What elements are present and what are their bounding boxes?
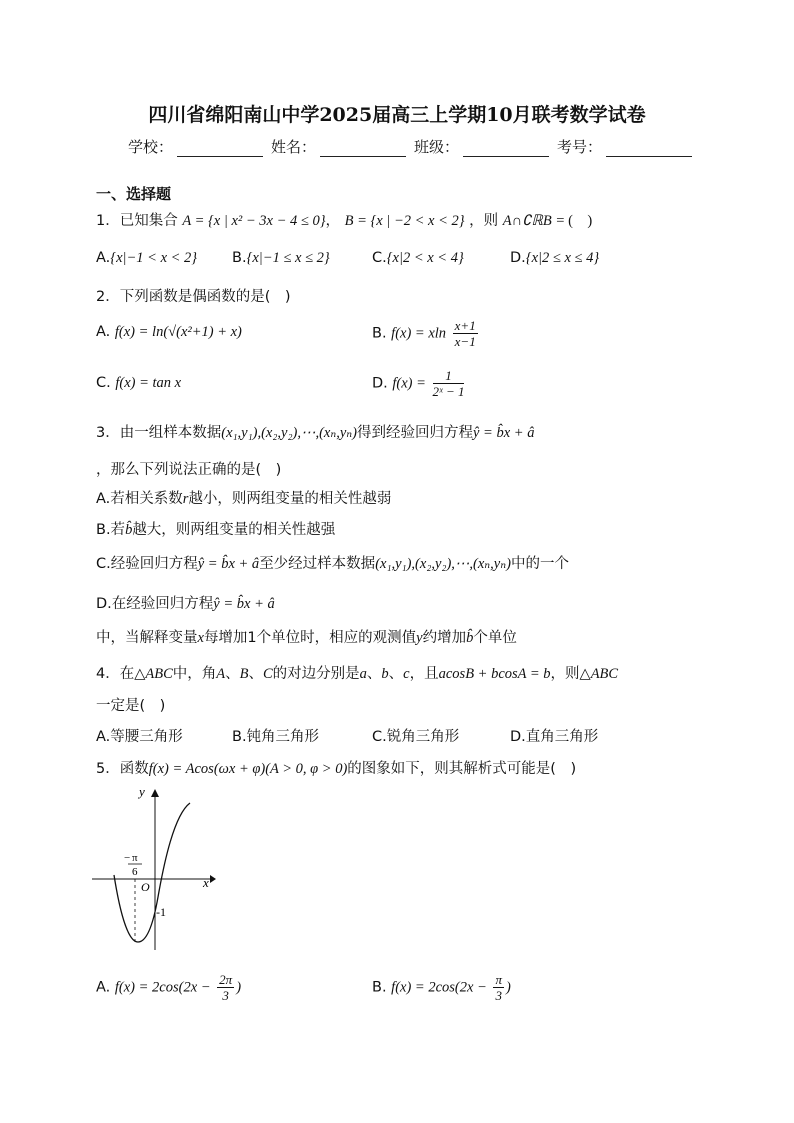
option-label: C. <box>96 375 111 391</box>
school-field[interactable] <box>177 142 263 157</box>
question-1-stem: 1．已知集合 A = {x | x² − 3x − 4 ≤ 0}， B = {x | −2 < x < 2} ，则 A∩∁ℝB = ( ) <box>96 213 593 229</box>
q4-text: 的对边分别是 <box>272 666 360 682</box>
q3-data: (x₁,y₁),(x₂,y₂),⋯,(xₙ,yₙ) <box>221 425 357 441</box>
option-label: B. <box>372 979 387 996</box>
option-text: C.经验回归方程 <box>96 556 198 572</box>
name-label: 姓名： <box>271 138 317 156</box>
q5-function: f(x) = Acos(ωx + φ)(A > 0, φ > 0) <box>148 761 348 777</box>
fraction <box>433 368 465 399</box>
q5-option-b[interactable] <box>372 972 511 1003</box>
option-expr: f(x) = 2cos(2x − <box>114 979 211 996</box>
denominator: 2ˣ − 1 <box>432 384 465 399</box>
q5-option-a[interactable] <box>96 972 241 1003</box>
option-label: D. <box>372 375 388 392</box>
q4-text: ，则 <box>550 666 580 682</box>
class-field[interactable] <box>463 142 549 157</box>
pi-label: π <box>132 852 138 864</box>
q3-option-d-cont <box>96 626 517 647</box>
option-var: x <box>197 630 204 646</box>
option-text: 个单位 <box>473 630 517 646</box>
option-label: A. <box>96 324 111 340</box>
class-label: 班级： <box>414 138 460 156</box>
numerator: x+1 <box>454 318 476 333</box>
x-label: x <box>203 875 209 890</box>
number-label: 考号： <box>557 138 603 156</box>
q5-text: 5．函数 <box>96 761 149 777</box>
q4-sep: 、 <box>248 666 263 682</box>
q3-text: 3．由一组样本数据 <box>96 425 222 441</box>
q1-option-a[interactable] <box>96 250 197 267</box>
option-text: 中，当解释变量 <box>96 630 198 646</box>
option-label: D. <box>510 250 526 266</box>
x-axis-arrow <box>210 875 216 883</box>
q4-var: c <box>403 666 410 682</box>
q3-equation: ŷ = b̂x + â <box>473 425 535 441</box>
option-expr: f(x) = 2cos(2x − <box>391 979 487 996</box>
option-text: 越大，则两组变量的相关性越强 <box>132 522 336 538</box>
q4-condition: acosB + bcosA = b <box>438 666 551 682</box>
student-info-row <box>128 136 700 157</box>
q4-sep: 、 <box>388 666 404 682</box>
q4-var: a <box>359 666 367 682</box>
q4-sep: 、 <box>366 666 382 682</box>
option-text: 越小，则两组变量的相关性越弱 <box>188 491 392 507</box>
fraction <box>453 318 478 349</box>
q1-ask-expr: A∩∁ℝB <box>502 213 552 229</box>
option-text: 中的一个 <box>510 556 569 572</box>
q4-triangle: △ABC <box>134 666 173 682</box>
q2-option-a[interactable] <box>96 324 242 341</box>
q4-var: B <box>239 666 249 682</box>
school-label: 学校： <box>128 138 174 156</box>
q4-var: C <box>263 666 273 682</box>
q4-sep: 、 <box>225 666 240 682</box>
question-3-stem <box>96 421 534 442</box>
fraction <box>217 972 234 1003</box>
q1-ask-prefix: ，则 <box>469 213 499 229</box>
option-label: A. <box>96 979 111 996</box>
option-var: b̂ <box>466 630 474 646</box>
question-3-stem-cont: ，那么下列说法正确的是( ) <box>96 462 282 478</box>
option-expr: f(x) = xln <box>391 325 447 342</box>
exam-title: 四川省绵阳南山中学2025届高三上学期10月联考数学试卷 <box>148 104 646 126</box>
option-label: B. <box>372 325 387 342</box>
y-label: y <box>139 785 145 799</box>
option-var: b̂ <box>125 522 133 538</box>
option-expr: f(x) = tan x <box>115 375 182 391</box>
option-expr: {x|−1 < x < 2} <box>110 250 198 266</box>
q4-option-a[interactable]: A.等腰三角形 <box>96 729 183 745</box>
q1-set-b: B = {x | −2 < x < 2} <box>344 213 465 229</box>
option-expr: f(x) = ln(√(x²+1) + x) <box>114 324 242 340</box>
section-heading: 一、选择题 <box>96 185 172 203</box>
q1-option-b[interactable] <box>232 250 330 267</box>
option-var: y <box>416 630 423 646</box>
option-label: A. <box>96 250 111 266</box>
option-equation: ŷ = b̂x + â <box>197 556 260 572</box>
numerator: 2π <box>219 972 233 987</box>
option-expr: {x|−1 ≤ x ≤ 2} <box>246 250 330 266</box>
q1-option-d[interactable] <box>510 250 599 267</box>
y-axis-arrow <box>151 789 159 797</box>
minus-one-label: -1 <box>156 905 166 919</box>
q3-option-b[interactable] <box>96 518 335 539</box>
neg-sign: − <box>124 852 131 864</box>
option-equation: ŷ = b̂x + â <box>213 596 275 612</box>
q3-text: 得到经验回归方程 <box>357 425 473 441</box>
option-text: A.若相关系数 <box>96 491 183 507</box>
question-4-stem <box>96 662 618 683</box>
q4-triangle: △ABC <box>579 666 619 682</box>
option-text: D.在经验回归方程 <box>96 596 214 612</box>
six-label: 6 <box>132 866 138 878</box>
q2-option-c[interactable] <box>96 375 181 392</box>
q4-text: 中，角 <box>172 666 217 682</box>
denominator: x−1 <box>454 334 476 349</box>
q3-option-c[interactable] <box>96 552 569 573</box>
numerator: 1 <box>433 368 465 384</box>
denominator: 3 <box>495 988 502 1003</box>
question-4-stem-cont: 一定是( ) <box>96 698 166 714</box>
question-5-stem <box>96 757 576 778</box>
option-text: B.若 <box>96 522 126 538</box>
q1-option-c[interactable] <box>372 250 464 267</box>
question-2-stem: 2．下列函数是偶函数的是( ) <box>96 289 291 305</box>
name-field[interactable] <box>320 142 406 157</box>
option-label: B. <box>232 250 247 266</box>
q4-var: b <box>381 666 389 682</box>
option-expr: f(x) = <box>392 375 426 392</box>
option-expr: {x|2 < x < 4} <box>386 250 464 266</box>
numerator: π <box>495 972 502 987</box>
q1-ask-suffix: = ( ) <box>556 213 593 229</box>
number-field[interactable] <box>606 142 692 157</box>
option-data: (x₁,y₁),(x₂,y₂),⋯,(xₙ,yₙ) <box>375 556 511 572</box>
q4-text: ，且 <box>409 666 439 682</box>
q4-option-d[interactable]: D.直角三角形 <box>510 729 599 745</box>
close-paren: ) <box>505 979 511 996</box>
function-graph <box>92 785 222 955</box>
option-text: 至少经过样本数据 <box>259 556 376 572</box>
option-label: C. <box>372 250 387 266</box>
option-expr: {x|2 ≤ x ≤ 4} <box>525 250 600 266</box>
q1-prefix: 1．已知集合 <box>96 213 178 229</box>
fraction <box>493 972 504 1003</box>
option-text: 约增加 <box>422 630 467 646</box>
q3-option-a[interactable] <box>96 487 391 508</box>
q2-option-d[interactable] <box>372 368 466 399</box>
q4-option-b[interactable]: B.钝角三角形 <box>232 729 320 745</box>
denominator: 3 <box>222 988 229 1003</box>
q4-text: 4．在 <box>96 666 135 682</box>
option-var: r <box>182 491 189 507</box>
q3-option-d[interactable] <box>96 592 275 613</box>
q2-option-b[interactable] <box>372 318 480 349</box>
q1-set-a: A = {x | x² − 3x − 4 ≤ 0} <box>182 213 326 229</box>
q4-var: A <box>216 666 226 682</box>
option-text: 每增加1个单位时，相应的观测值 <box>203 630 417 646</box>
origin-label: O <box>141 880 150 894</box>
q4-option-c[interactable]: C.锐角三角形 <box>372 729 460 745</box>
q5-text: 的图象如下，则其解析式可能是( ) <box>347 761 577 777</box>
close-paren: ) <box>236 979 242 996</box>
cosine-curve <box>114 803 190 942</box>
